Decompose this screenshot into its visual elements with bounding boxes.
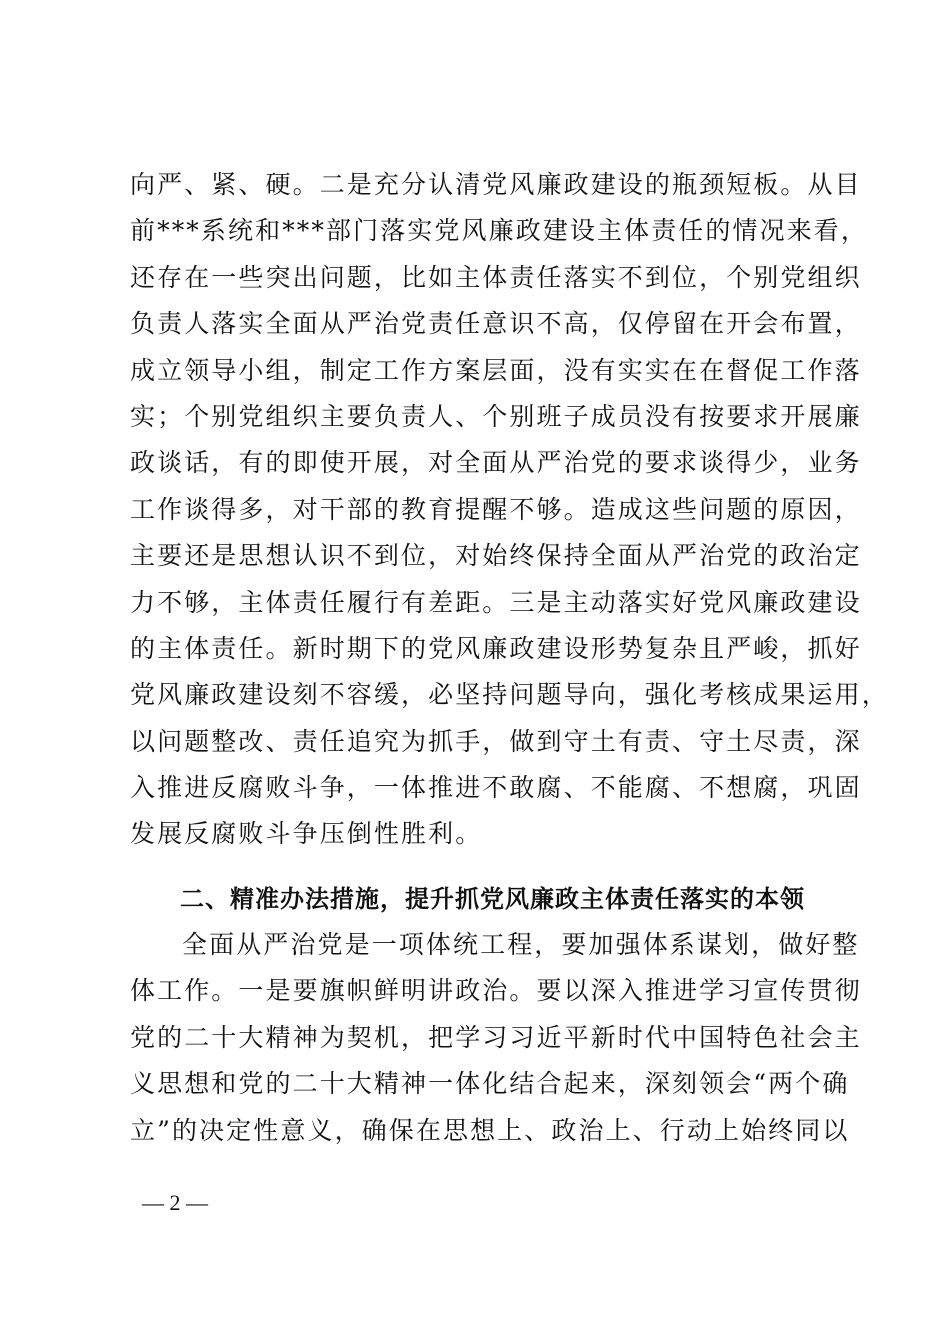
text-line: 政谈话，有的即使开展，对全面从严治党的要求谈得少，业务 xyxy=(130,448,862,478)
text-line: 党的二十大精神为契机，把学习习近平新时代中国特色社会主 xyxy=(130,1022,862,1052)
section-heading: 二、精准办法措施，提升抓党风廉政主体责任落实的本领 xyxy=(180,885,805,913)
text-line: 立”的决定性意义，确保在思想上、政治上、行动上始终同以 xyxy=(130,1115,850,1145)
text-line: 成立领导小组，制定工作方案层面，没有实实在在督促工作落 xyxy=(130,355,862,385)
text-line: 全面从严治党是一项体统工程，要加强体系谋划，做好整 xyxy=(182,930,860,959)
text-line: 工作谈得多，对干部的教育提醒不够。造成这些问题的原因， xyxy=(130,494,862,524)
text-line: 以问题整改、责任追究为抓手，做到守土有责、守土尽责，深 xyxy=(130,726,862,756)
text-line: 义思想和党的二十大精神一体化结合起来，深刻领会“两个确 xyxy=(130,1069,850,1099)
text-line: 力不够，主体责任履行有差距。三是主动落实好党风廉政建设 xyxy=(130,587,862,617)
text-line: 向严、紧、硬。二是充分认清党风廉政建设的瓶颈短板。从目 xyxy=(130,170,862,199)
text-line: 党风廉政建设刻不容缓，必坚持问题导向，强化考核成果运用， xyxy=(130,680,889,710)
text-line: 负责人落实全面从严治党责任意识不高，仅停留在开会布置， xyxy=(130,309,862,339)
paragraph-continuation xyxy=(130,162,889,858)
text-line: 主要还是思想认识不到位，对始终保持全面从严治党的政治定 xyxy=(130,541,862,571)
text-line: 的主体责任。新时期下的党风廉政建设形势复杂且严峻，抓好 xyxy=(130,633,862,663)
text-line: 还存在一些突出问题，比如主体责任落实不到位，个别党组织 xyxy=(130,262,862,292)
text-line: 体工作。一是要旗帜鲜明讲政治。要以深入推进学习宣传贯彻 xyxy=(130,976,862,1006)
text-line: 发展反腐败斗争压倒性胜利。 xyxy=(130,819,483,849)
text-line: 实；个别党组织主要负责人、个别班子成员没有按要求开展廉 xyxy=(130,401,862,431)
text-line: 前***系统和***部门落实党风廉政建设主体责任的情况来看， xyxy=(130,216,869,246)
page-number: — 2 — xyxy=(142,1190,208,1215)
paragraph-section-two xyxy=(130,922,862,1154)
text-line: 入推进反腐败斗争，一体推进不敢腐、不能腐、不想腐，巩固 xyxy=(130,773,862,803)
